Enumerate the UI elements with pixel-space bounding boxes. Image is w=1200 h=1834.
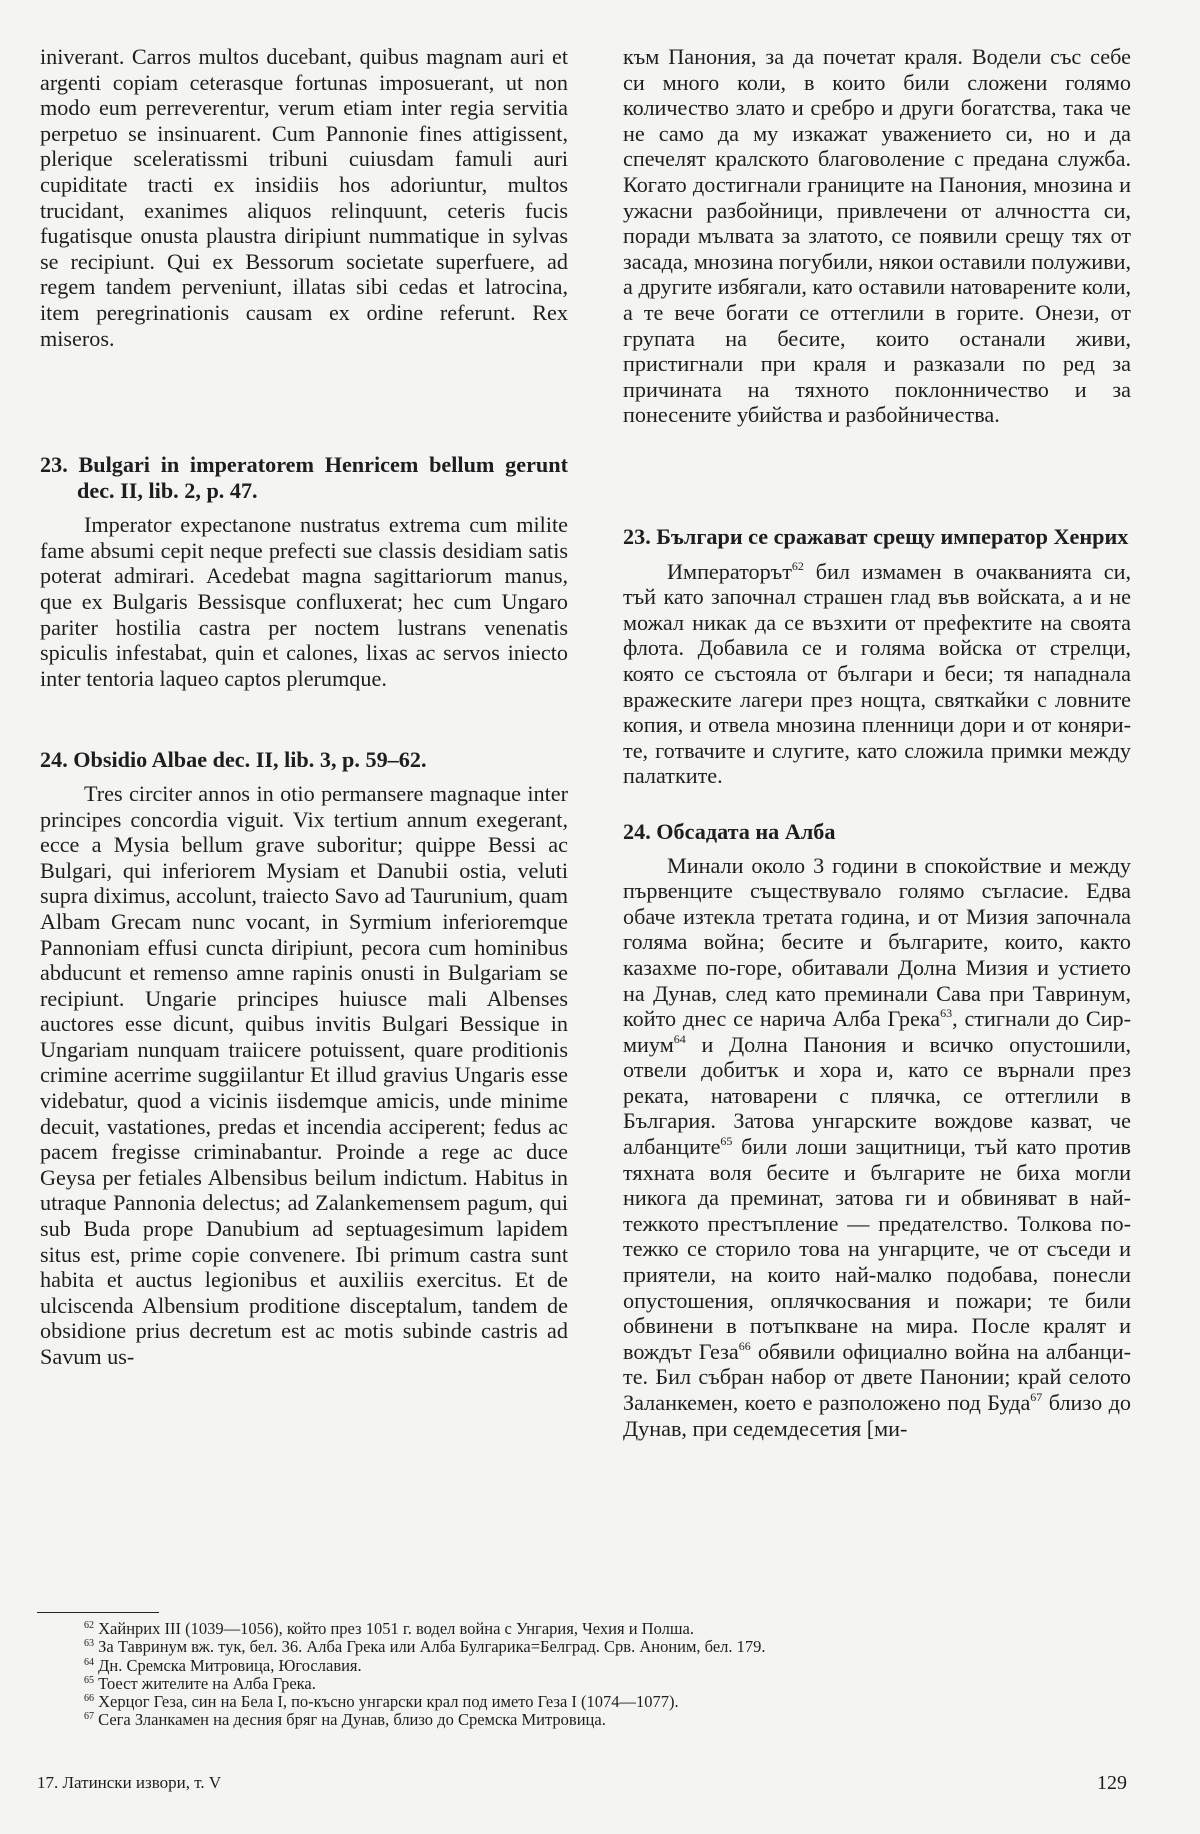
footnote-ref-66[interactable]: 66 (738, 1338, 751, 1353)
latin-column (40, 44, 568, 1370)
bulgarian-section-23-heading: 23. Българи се сражават срещу император Хенрих (623, 524, 1129, 549)
footnote-number: 63 (84, 1638, 94, 1650)
footnote-divider (37, 1612, 159, 1613)
bulgarian-section-24-heading: 24. Обсадата на Алба (623, 818, 836, 844)
latin-section-24-paragraph: Tres circiter annos in otio permansere magnaque inter principes concordia viguit. Vix tertium annum exegerant, ecce a Mysia bellum grave suboritur; quippe Bessi ac Bulgari, qui inferiorem Mysiam et Danubii ostia, veluti supra diximus, accolunt, traiecto Savo ad Taurunium, quam Albam Grecam nunc vocant, in Syrmium inferioremque Pannoniam effusi cuncta diripiunt, pecora cum hominibus abducunt et remenso amne rapinis onusti in Bulgariam se recipiunt. Ungarie principes huiusce mali Albenses auctores esse dicunt, quibus invitis Bulgari Bessique in Ungariam nunquam traiicere potuissent, quare proditionis crimine acerrime suggiilantur Et illud gravius Ungaris esse videbatur, quod a vicinis iisdemque amicis, unde minime decuit, vastationes, predas et incendia acciperent; fedus ac pacem fregisse criminabantur. Proinde a rege ac duce Geysa per fetiales Albensibus beilum indictum. Habitus in utraque Pannonia delectus; ad Zalankemensem pagum, qui sub Buda prope Danubium ad septuagesimum lapidem situs est, prime copie convenere. Ibi primum castra sunt habita et auctus legionibus et auxiliis exercitus. Et de ulciscenda Albensium proditione disceptalum, tandem de obsidione prius decretum est ac motis subinde castris ad Savum us- (40, 780, 568, 1369)
footnotes (84, 1620, 1064, 1730)
footnote-ref-67[interactable]: 67 (1030, 1390, 1043, 1404)
footnote-ref-63[interactable]: 63 (940, 1006, 953, 1021)
text-run: Императорът (667, 558, 792, 584)
footnote-ref-65[interactable]: 65 (720, 1134, 733, 1149)
footnote-ref-64[interactable]: 64 (673, 1031, 686, 1046)
footnote-number: 65 (84, 1674, 94, 1686)
latin-section-23-paragraph: Imperator expectanone nustratus extrema cum milite fame absumi cepit neque prefecti sue classis desidiam satis poterat admirari. Acedebat magna sagittariorum manus, que ex Bulgaris Bessisque confluxerat; hec cum Ungaro pariter hostilia castra per noctem lustrans venenatis spiculis infestabat, quin et calones, lixas ac servos iniecto inter tentoria laqueo captos plerumque. (40, 512, 568, 691)
text-run: , стигнали до Сирмиум (623, 1006, 1131, 1057)
footnote-text: За Тавринум вж. тук, бел. 36. Алба Грека или Алба Булгарика=Белград. Срв. Аноним, бел. 179. (94, 1637, 766, 1657)
footnote-item (84, 1693, 1064, 1711)
footnote-item (84, 1620, 1064, 1638)
page-number: 129 (1097, 1772, 1127, 1794)
footnote-text: Дн. Сремска Митровица, Югославия. (94, 1655, 362, 1675)
text-run: Минали около 3 години в спокойствие и между първенците съществувало голямо съгласие. Едва обаче изтекла третата година, и от Мизия започнала голяма война; бесите и българите, които, както казахме по-горе, обитавали Долна Мизия и устието на Дунав, след като преминали Сава при Тавринум, който днес се нарича Алба Грека (623, 852, 1131, 1032)
bulgarian-section-23-paragraph (623, 559, 1131, 789)
footnote-text: Тоест жителите на Алба Грека. (94, 1673, 316, 1693)
printer-signature: 17. Латински извори, т. V (37, 1773, 222, 1792)
text-run: и Долна Панония и всичко опустошили, отвели добитък и хора и, като се върнали през реката, натоварени с плячка, се оттеглили в България. Затова унгарските вождове казват, че албанците (623, 1031, 1131, 1160)
footnote-number: 64 (84, 1656, 94, 1668)
latin-section-24-heading: 24. Obsidio Albae dec. II, lib. 3, p. 59–62. (40, 747, 427, 773)
text-run: обявили официално война на албанците. Бил събран набор от двете Панонии; край селото Заланкемен, което е разположено под Буда (623, 1338, 1131, 1415)
footnote-number: 66 (84, 1693, 94, 1705)
footnote-item (84, 1638, 1064, 1656)
bulgarian-intro-paragraph: към Панония, за да почетат краля. Водели със себе си много коли, в които били сложени голямо количество злато и сребро и други богатства, така че не само да му изкажат уважението си, но и да спечелят кралското благоволение с предана служба. Когато достигнали границите на Панония, мнозина и ужасни разбойници, привлечени от алчността си, поради мълвата за златото, се появили срещу тях от засада, мнозина погубили, някои оставили полуживи, а другите избягали, като оставили натоварените коли, а те вече богати се оттеглили в горите. Онези, от групата на бесите, които останали живи, пристигнали при краля и разказали по ред за причината на тяхното поклонничество и за понесените убийства и разбойничества. (623, 44, 1131, 428)
footnote-text: Херцог Геза, син на Бела I, по-късно унгарски крал под името Геза I (1074—1077). (94, 1692, 679, 1712)
footnote-number: 62 (84, 1620, 94, 1631)
footnote-number: 67 (84, 1711, 94, 1723)
footnote-text: Хайнрих III (1039—1056), който през 1051 г. водел война с Унгария, Чехия и Полша. (94, 1619, 694, 1638)
footnote-item (84, 1657, 1064, 1675)
footnote-ref-62[interactable]: 62 (791, 558, 804, 573)
footnote-item (84, 1675, 1064, 1693)
text-run: били лоши защитници, тъй като против тяхната воля бесите и българите не биха могли никога да преминат, затова ги и обвиняват в най-тежкото престъпление — предателство. Толкова по-тежко се сторило това на унгарците, че от съседи и приятели, на които най-малко подобава, понесли опустошения, оплячкосвания и пожари; те били обвинени в потъпкване на мира. После кралят и вождът Геза (623, 1134, 1131, 1364)
bulgarian-column (623, 44, 1131, 1441)
latin-intro-paragraph: iniverant. Carros multos ducebant, quibus magnam auri et argenti copiam ceterasque fortunas imposuerant, ut non modo eum perreverentur, verum etiam inter regia servitia perpetuo se insinuarent. Cum Pannonie fines attigissent, plerique sceleratissmi tribuni cuiusdam famuli auri cupiditate tracti ex insidiis hos adoriuntur, multos trucidant, exanimes aliquos relinquunt, ceteris fucis fugatisque onusta plaustra diripiunt nummatique in sylvas se recipiunt. Qui ex Bessorum societate superfuere, ad regem tandem perveniunt, illatas sibi cedas et latrocina, item peregrinationis causam ex ordine referunt. Rex miseros. (40, 44, 568, 351)
footnote-item (84, 1711, 1064, 1729)
bulgarian-section-24-paragraph (623, 853, 1131, 1442)
text-run: близо до Дунав, при седемдесетия [ми- (623, 1390, 1131, 1441)
text-run: бил измамен в очакванията си, тъй като започнал страшен глад във войската, а и не можал никак да се възхити от префектите на своята флота. Добавила се и голяма войска от стрелци, която се състояла от българи и беси; тя нападнала вражеските лагери през нощта, святкайки с ловните копия, и отвела мнозина пленници дори и от конярите, готвачите и слугите, като сложила примки между палатките. (623, 558, 1131, 789)
footnote-text: Сега Зланкамен на десния бряг на Дунав, близо до Сремска Митровица. (94, 1710, 606, 1730)
latin-section-23-heading: 23. Bulgari in imperatorem Henricem bellum gerunt dec. II, lib. 2, p. 47. (40, 452, 568, 503)
